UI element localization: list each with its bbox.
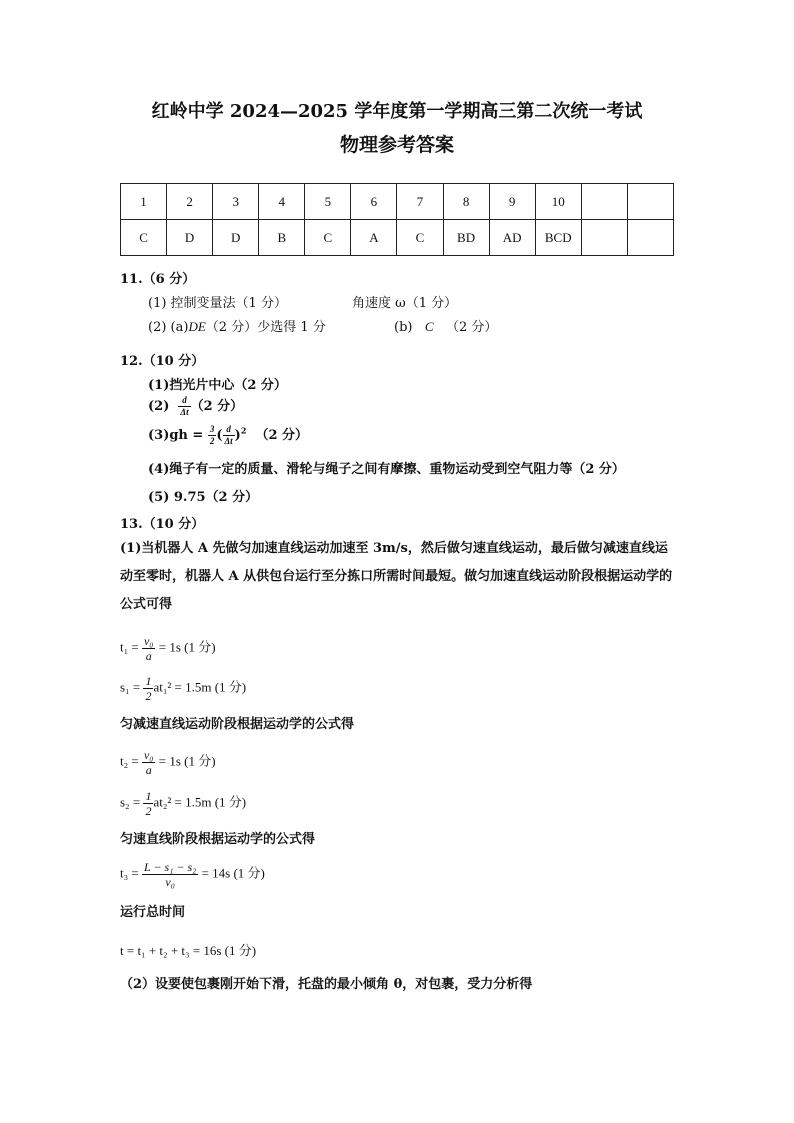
q12-3-prefix: (3)gh = (148, 428, 204, 443)
table-cell (581, 220, 627, 256)
table-cell: BD (443, 220, 489, 256)
exponent: 2 (240, 425, 247, 436)
equation-3: t₂ = $\frac{\text{v₀}}{a}$ = 1s (1 分) (120, 748, 216, 777)
table-cell: C (121, 220, 167, 256)
q11-2b-suffix: （2 分） (445, 320, 498, 335)
q12-line-1: (1)挡光片中心（2 分） (148, 378, 287, 393)
answer-row (121, 220, 674, 256)
table-cell: BCD (535, 220, 581, 256)
q11-2a-math: DE (188, 319, 206, 334)
table-cell: C (397, 220, 443, 256)
q11-2b-prefix: (b) (394, 320, 413, 335)
q12-2-prefix: (2) (148, 399, 170, 414)
fraction: $\frac{\text{v₀}}{a}$ (143, 748, 154, 777)
answer-table (120, 183, 674, 256)
table-cell: 1 (121, 184, 167, 220)
table-cell: AD (489, 220, 535, 256)
q12-line-4: (4)绳子有一定的质量、滑轮与绳子之间有摩擦、重物运动受到空气阻力等（2 分） (148, 462, 625, 477)
table-cell: D (167, 220, 213, 256)
table-cell: 2 (167, 184, 213, 220)
equation-5: t₃ = $\frac{\text{L − s₁ − s₂}}{\text{v₀}}$ = 14s (1 分) (120, 860, 265, 889)
fraction: $\frac{1}{2}$ (145, 674, 152, 703)
q13-paragraph-3: 匀速直线阶段根据运动学的公式得 (120, 832, 316, 847)
fraction: $\frac{\text{L − s₁ − s₂}}{\text{v₀}}$ (143, 860, 197, 889)
q11-line-1a: (1) 控制变量法（1 分） (148, 296, 287, 311)
q12-3-suffix: （2 分） (255, 428, 309, 443)
fraction: $\frac{1}{2}$ (145, 789, 152, 818)
table-cell (627, 220, 673, 256)
q11-heading: 11.（6 分） (120, 272, 196, 287)
exam-title: 红岭中学 2024—2025 学年度第一学期高三第二次统一考试 (151, 101, 643, 122)
q13-paragraph-4: 运行总时间 (120, 905, 186, 920)
q11-2a-prefix: (2) (a) (148, 320, 189, 335)
table-cell: 5 (305, 184, 351, 220)
table-cell: 6 (351, 184, 397, 220)
equation-6: t = t₁ + t₂ + t₃ = 16s (1 分) (120, 943, 257, 958)
q11-line-2b (394, 316, 497, 335)
q12-line-2 (148, 395, 243, 418)
question-number-row (121, 184, 674, 220)
fraction: $\frac{\text{v₀}}{a}$ (143, 634, 154, 663)
q11-line-2a (148, 316, 326, 335)
q11-2a-suffix: （2 分）少选得 1 分 (205, 320, 326, 335)
q12-heading: 12.（10 分） (120, 354, 205, 369)
table-cell: 7 (397, 184, 443, 220)
answer-key-title: 物理参考答案 (339, 134, 454, 156)
q12-line-3: (3)gh = $\frac{3}{2}$ ( $\frac{d}{\Delta t}$ )$^2$ （2 分） (148, 424, 309, 446)
fraction: $\frac{d}{\Delta t}$ (180, 395, 189, 417)
fraction: $\frac{d}{\Delta t}$ (224, 424, 233, 446)
equation-1: t₁ = $\frac{\text{v₀}}{a}$ = 1s (1 分) (120, 634, 216, 663)
table-cell: A (351, 220, 397, 256)
equation-4: s₂ = $\frac{1}{2}$ at₂² = 1.5m (1 分) (120, 789, 247, 818)
table-cell: 9 (489, 184, 535, 220)
q12-2-suffix: （2 分） (190, 399, 244, 414)
table-cell: 10 (535, 184, 581, 220)
table-cell: 8 (443, 184, 489, 220)
q12-line-5: (5) 9.75（2 分） (148, 490, 259, 505)
equation-2: s₁ = $\frac{1}{2}$ at₁² = 1.5m (1 分) (120, 674, 247, 703)
table-cell: 4 (259, 184, 305, 220)
table-cell: 3 (213, 184, 259, 220)
q13-heading: 13.（10 分） (120, 517, 205, 532)
table-cell (581, 184, 627, 220)
q13-paragraph-5: （2）设要使包裹刚开始下滑，托盘的最小倾角 θ，对包裹，受力分析得 (120, 977, 533, 992)
table-cell (627, 184, 673, 220)
fraction: $\frac{3}{2}$ (209, 424, 215, 446)
table-cell: C (305, 220, 351, 256)
q11-2b-math: C (424, 319, 434, 334)
table-cell: D (213, 220, 259, 256)
q11-line-1b: 角速度 ω（1 分） (352, 296, 458, 311)
table-cell: B (259, 220, 305, 256)
q13-paragraph-2: 匀减速直线运动阶段根据运动学的公式得 (120, 717, 355, 732)
q13-paragraph-1: (1)当机器人 A 先做匀加速直线运动加速至 3m/s，然后做匀速直线运动，最后做匀减速直线运动至零时，机器人 A 从供包台运行至分拣口所需时间最短。做匀加速直线运动阶段根据运动学的公式可得 (120, 541, 673, 612)
